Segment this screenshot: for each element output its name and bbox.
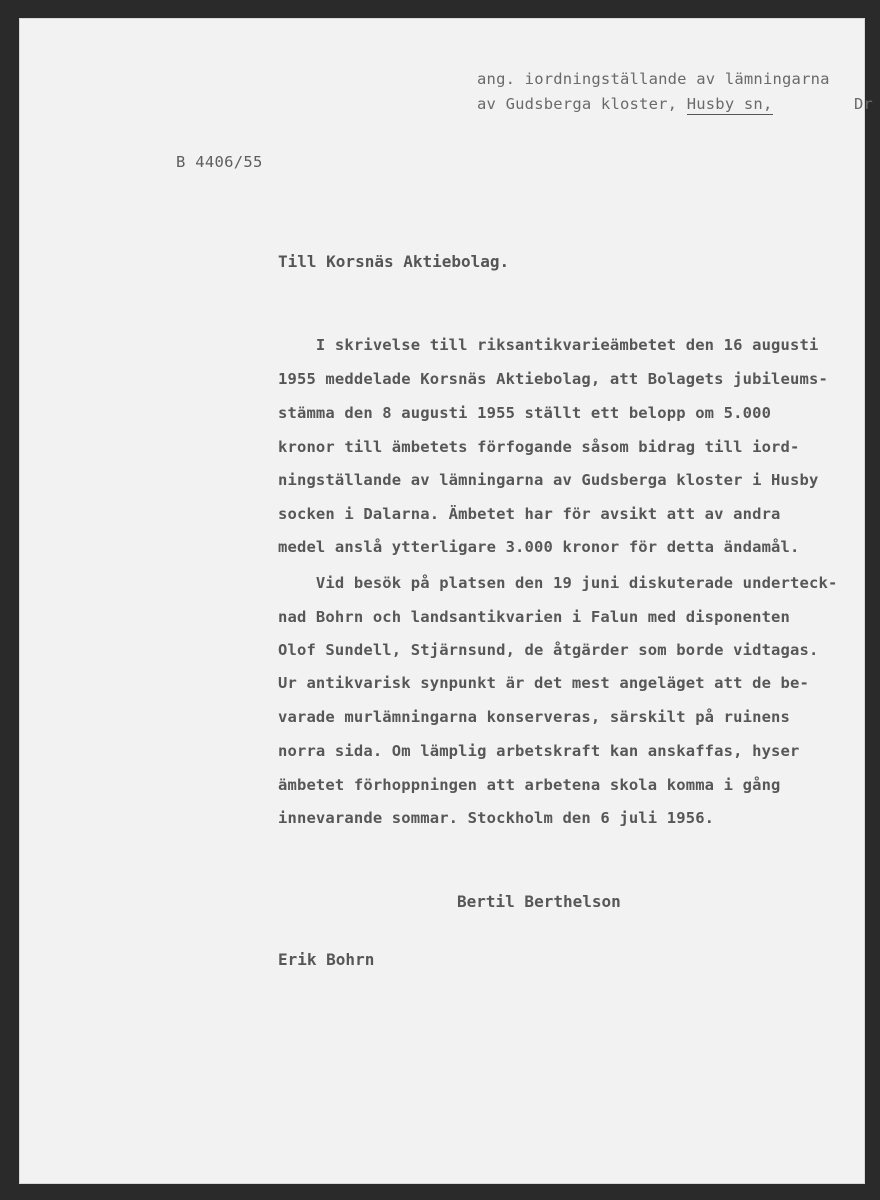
header-subject-line-2 <box>477 95 773 113</box>
header-parish: Husby sn, <box>686 95 773 113</box>
document-page <box>19 18 873 1184</box>
signature-second: Erik Bohrn <box>278 950 375 969</box>
body-line: Ur antikvarisk synpunkt är det mest angeläget att de be- <box>278 674 809 692</box>
body-line: stämma den 8 augusti 1955 ställt ett belopp om 5.000 <box>278 404 772 422</box>
body-line: I skrivelse till riksantikvarieämbetet den 16 augusti <box>278 336 819 354</box>
reference-number: B 4406/55 <box>176 153 263 171</box>
body-line: varade murlämningarna konserveras, särskilt på ruinens <box>278 708 791 726</box>
body-line: innevarande sommar. Stockholm den 6 juli 1956. <box>278 809 715 827</box>
body-line: ämbetet förhoppningen att arbetena skola komma i gång <box>278 776 781 794</box>
header-subject-line-1: ang. iordningställande av lämningarna <box>477 70 830 88</box>
body-line: Olof Sundell, Stjärnsund, de åtgärder som borde vidtagas. <box>278 641 819 659</box>
header-line-2-prefix: av Gudsberga kloster, <box>477 95 687 113</box>
body-line: nad Bohrn och landsantikvarien i Falun med disponenten <box>278 608 791 626</box>
body-line: Vid besök på platsen den 19 juni diskuterade underteck- <box>278 574 838 592</box>
body-line: norra sida. Om lämplig arbetskraft kan anskaffas, hyser <box>278 742 800 760</box>
body-line: kronor till ämbetets förfogande såsom bidrag till iord- <box>278 438 800 456</box>
header-province-abbrev: Dr <box>854 95 873 113</box>
body-line: medel anslå ytterligare 3.000 kronor för detta ändamål. <box>278 538 800 556</box>
body-line: 1955 meddelade Korsnäs Aktiebolag, att Bolagets jubileums- <box>278 370 828 388</box>
body-line: socken i Dalarna. Ämbetet har för avsikt att av andra <box>278 505 781 523</box>
addressee: Till Korsnäs Aktiebolag. <box>278 252 510 271</box>
body-line: ningställande av lämningarna av Gudsberga kloster i Husby <box>278 471 819 489</box>
signature-first: Bertil Berthelson <box>457 892 621 911</box>
